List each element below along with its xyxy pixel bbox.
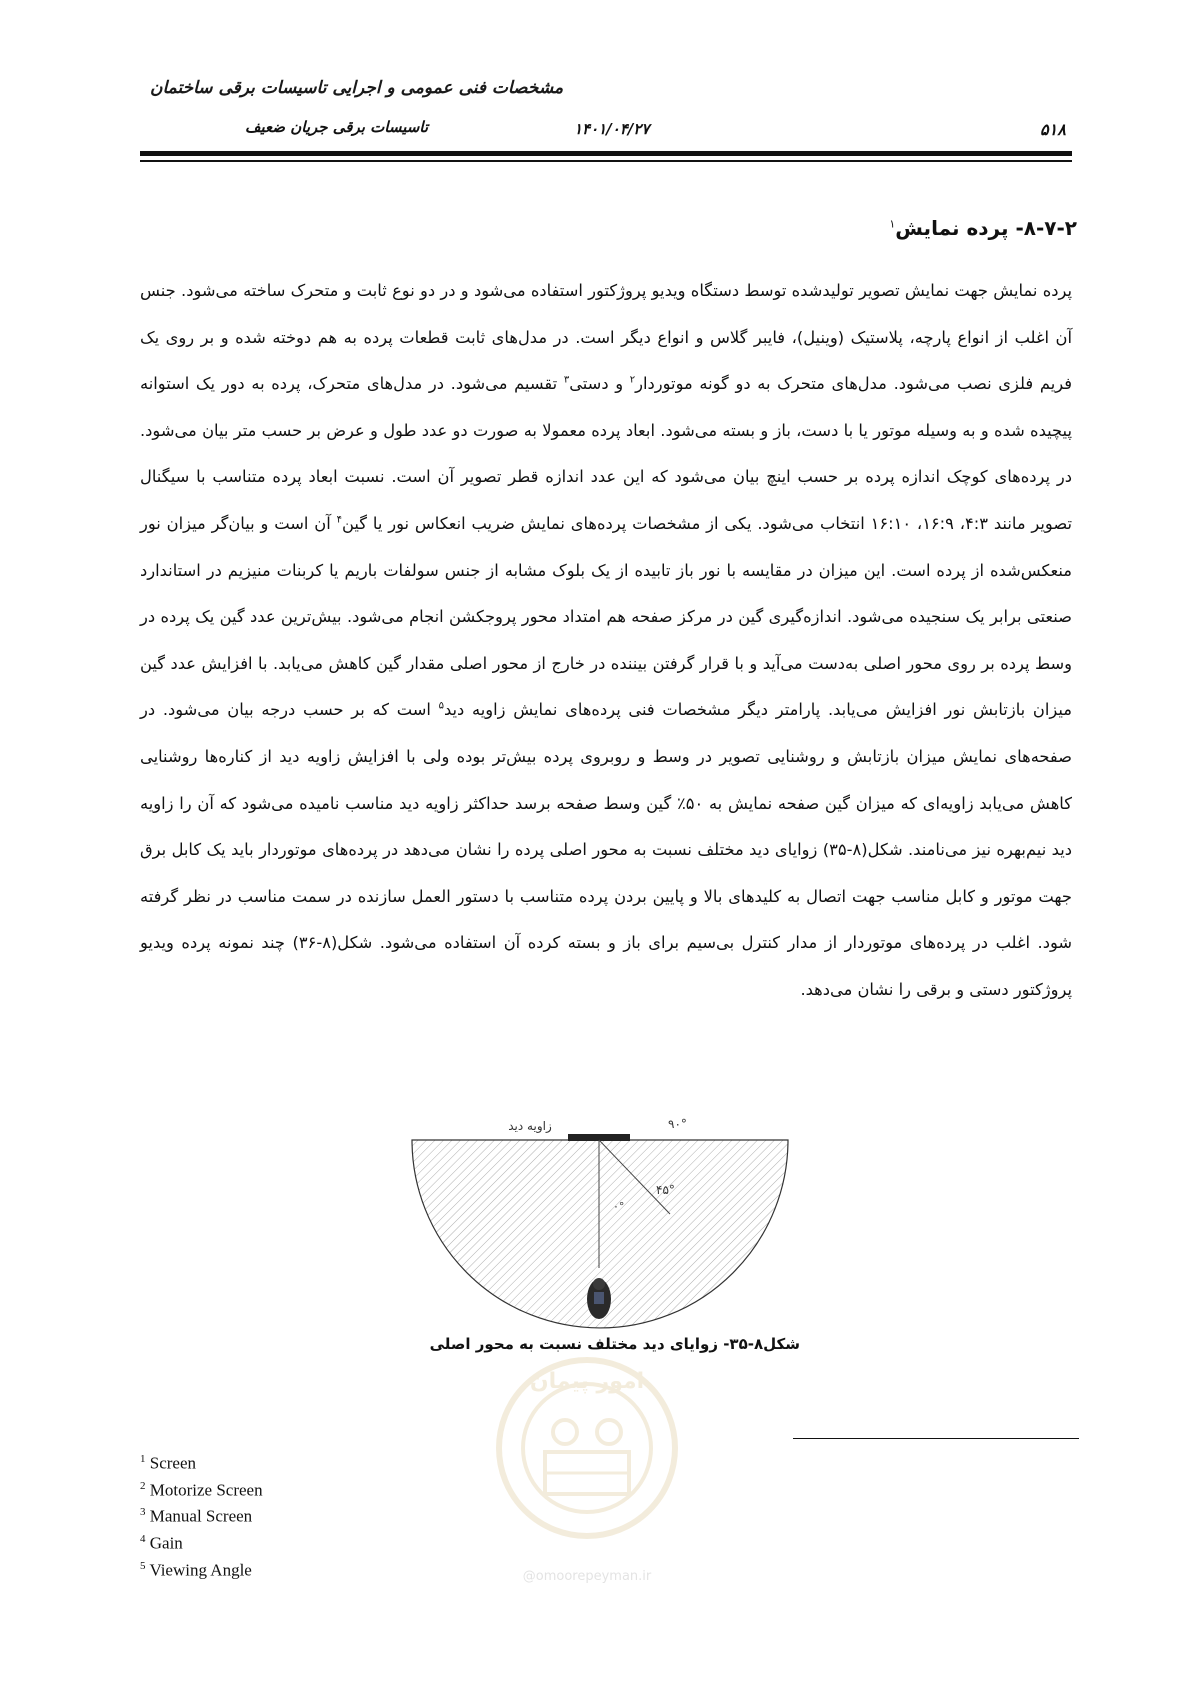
footnote-text: Motorize Screen: [149, 1480, 263, 1500]
footnotes-list: [140, 1448, 263, 1581]
body-text-part-2: و دستی: [569, 374, 624, 394]
footnote-ref-2: ۲: [629, 374, 636, 386]
page-number: ۵۱۸: [1040, 120, 1066, 139]
footnote-number: 3: [140, 1506, 146, 1519]
watermark-seal-icon: [485, 1348, 690, 1593]
footnote-rule: [793, 1438, 1079, 1439]
body-paragraph: [140, 268, 1072, 1014]
view-angle-label: زاویه دید: [508, 1119, 552, 1133]
footnote-item: [140, 1501, 263, 1528]
document-subtitle: تاسیسات برقی جریان ضعیف: [245, 118, 429, 136]
footnote-text: Screen: [149, 1453, 197, 1473]
footnote-text: Manual Screen: [149, 1506, 253, 1526]
angle-label-45: ۴۵°: [656, 1183, 675, 1197]
viewing-angle-diagram: [400, 1090, 840, 1330]
header-rule-thick: [140, 151, 1072, 156]
footnote-ref-1: ۱: [889, 217, 896, 231]
footnote-ref-4: ۴: [336, 514, 342, 526]
footnote-ref-3: ۳: [563, 374, 570, 386]
footnote-item: [140, 1555, 263, 1582]
body-text-part-5: است که بر حسب درجه بیان می‌شود. در صفحه‌های نمایش میزان بازتابش و روشنایی تصویر در وسط و روبروی پرده بیش‌تر بوده ولی با افزایش زاویه دید از کناره‌ها روشنایی کاهش می‌یابد زاویه‌ای که میزان گین صفحه نمایش به ۵۰٪ گین وسط صفحه برسد حداکثر زاویه دید مناسب نامیده می‌شود که آن را زاویه دید نیم‌بهره نیز می‌نامند. شکل(۸-۳۵) زوایای دید مختلف نسبت به محور اصلی پرده را نشان می‌دهد در پرده‌های موتوردار باید یک کابل برق جهت موتور و کابل مناسب جهت اتصال به کلیدهای بالا و پایین بردن پرده متناسب با دستور العمل سازنده در سمت مناسب در نظر گرفته شود. اغلب در پرده‌های موتوردار از مدار کنترل بی‌سیم برای باز و بسته کرده آن استفاده می‌شود. شکل(۸-۳۶) چند نمونه پرده ویدیو پروژکتور دستی و برقی را نشان می‌دهد.: [140, 700, 1072, 999]
footnote-number: 2: [140, 1479, 146, 1492]
section-title: پرده نمایش: [895, 216, 1009, 240]
section-number: ۸-۷-۲-: [1015, 216, 1077, 240]
document-date: ۱۴۰۱/۰۴/۲۷: [574, 120, 650, 138]
body-text-part-4: آن است و بیان‌گر میزان نور منعکس‌شده از پرده است. این میزان در مقایسه با نور باز تابیده از یک بلوک مشابه از جنس سولفات باریم یا کربنات منیزیم در استاندارد صنعتی برابر یک سنجیده می‌شود. اندازه‌گیری گین در مرکز صفحه هم امتداد محور پروجکشن انجام می‌شود. بیش‌ترین عدد گین یک پرده در وسط پرده بر روی محور اصلی به‌دست می‌آید و با قرار گرفتن بیننده در خارج از محور اصلی مقدار گین کاهش می‌یابد. با افزایش عدد گین میزان بازتابش نور افزایش می‌یابد. پارامتر دیگر مشخصات فنی پرده‌های نمایش زاویه دید: [140, 513, 1072, 720]
footnote-number: 4: [140, 1532, 146, 1545]
footnote-text: Gain: [149, 1533, 183, 1553]
footnote-item: [140, 1528, 263, 1555]
angle-label-0: ۰°: [613, 1200, 625, 1213]
viewing-angle-figure: [400, 1090, 840, 1330]
header-rule-thin: [140, 160, 1072, 162]
footnote-item: [140, 1475, 263, 1502]
footnote-ref-5: ۵: [438, 700, 444, 712]
watermark-logo: [485, 1348, 690, 1593]
body-text-part-1: پرده نمایش جهت نمایش تصویر تولیدشده توسط دستگاه ویدیو پروژکتور استفاده می‌شود و در دو نوع ثابت و متحرک ساخته می‌شود. جنس آن اغلب از انواع پارچه، پلاستیک (وینیل)، فایبر گلاس و انواع دیگر است. در مدل‌های ثابت قطعات پرده به هم دوخته شده و بر روی یک فریم فلزی نصب می‌شود. مدل‌های متحرک به دو گونه موتوردار: [140, 281, 1072, 394]
section-heading: [889, 216, 1077, 240]
footnote-text: Viewing Angle: [149, 1560, 252, 1580]
footnote-number: 5: [140, 1559, 146, 1572]
figure-caption: شکل۸-۳۵- زوایای دید مختلف نسبت به محور اصلی: [429, 1335, 800, 1353]
document-title: مشخصات فنی عمومی و اجرایی تاسیسات برقی ساختمان: [150, 78, 564, 98]
body-text-part-3: تقسیم می‌شود. در مدل‌های متحرک، پرده به دور یک استوانه پیچیده شده و به وسیله موتور یا با دست، باز و بسته می‌شود. ابعاد پرده معمولا به صورت دو عدد طول و عرض بر حسب متر بیان می‌شود. در پرده‌های کوچک اندازه پرده بر حسب اینچ بیان می‌شود که این عدد اندازه قطر تصویر آن است. نسبت ابعاد پرده متناسب با سیگنال تصویر مانند ۴:۳، ۱۶:۹، ۱۶:۱۰ انتخاب می‌شود. یکی از مشخصات پرده‌های نمایش ضریب انعکاس نور یا گین: [140, 374, 1072, 533]
footnote-item: [140, 1448, 263, 1475]
angle-label-90: ۹۰°: [668, 1117, 687, 1131]
watermark-logo-text: امور پیمان: [529, 1369, 645, 1394]
screen-bar: [568, 1134, 630, 1141]
watermark-url: @omoorepeyman.ir: [522, 1569, 652, 1584]
footnote-number: 1: [140, 1453, 146, 1465]
